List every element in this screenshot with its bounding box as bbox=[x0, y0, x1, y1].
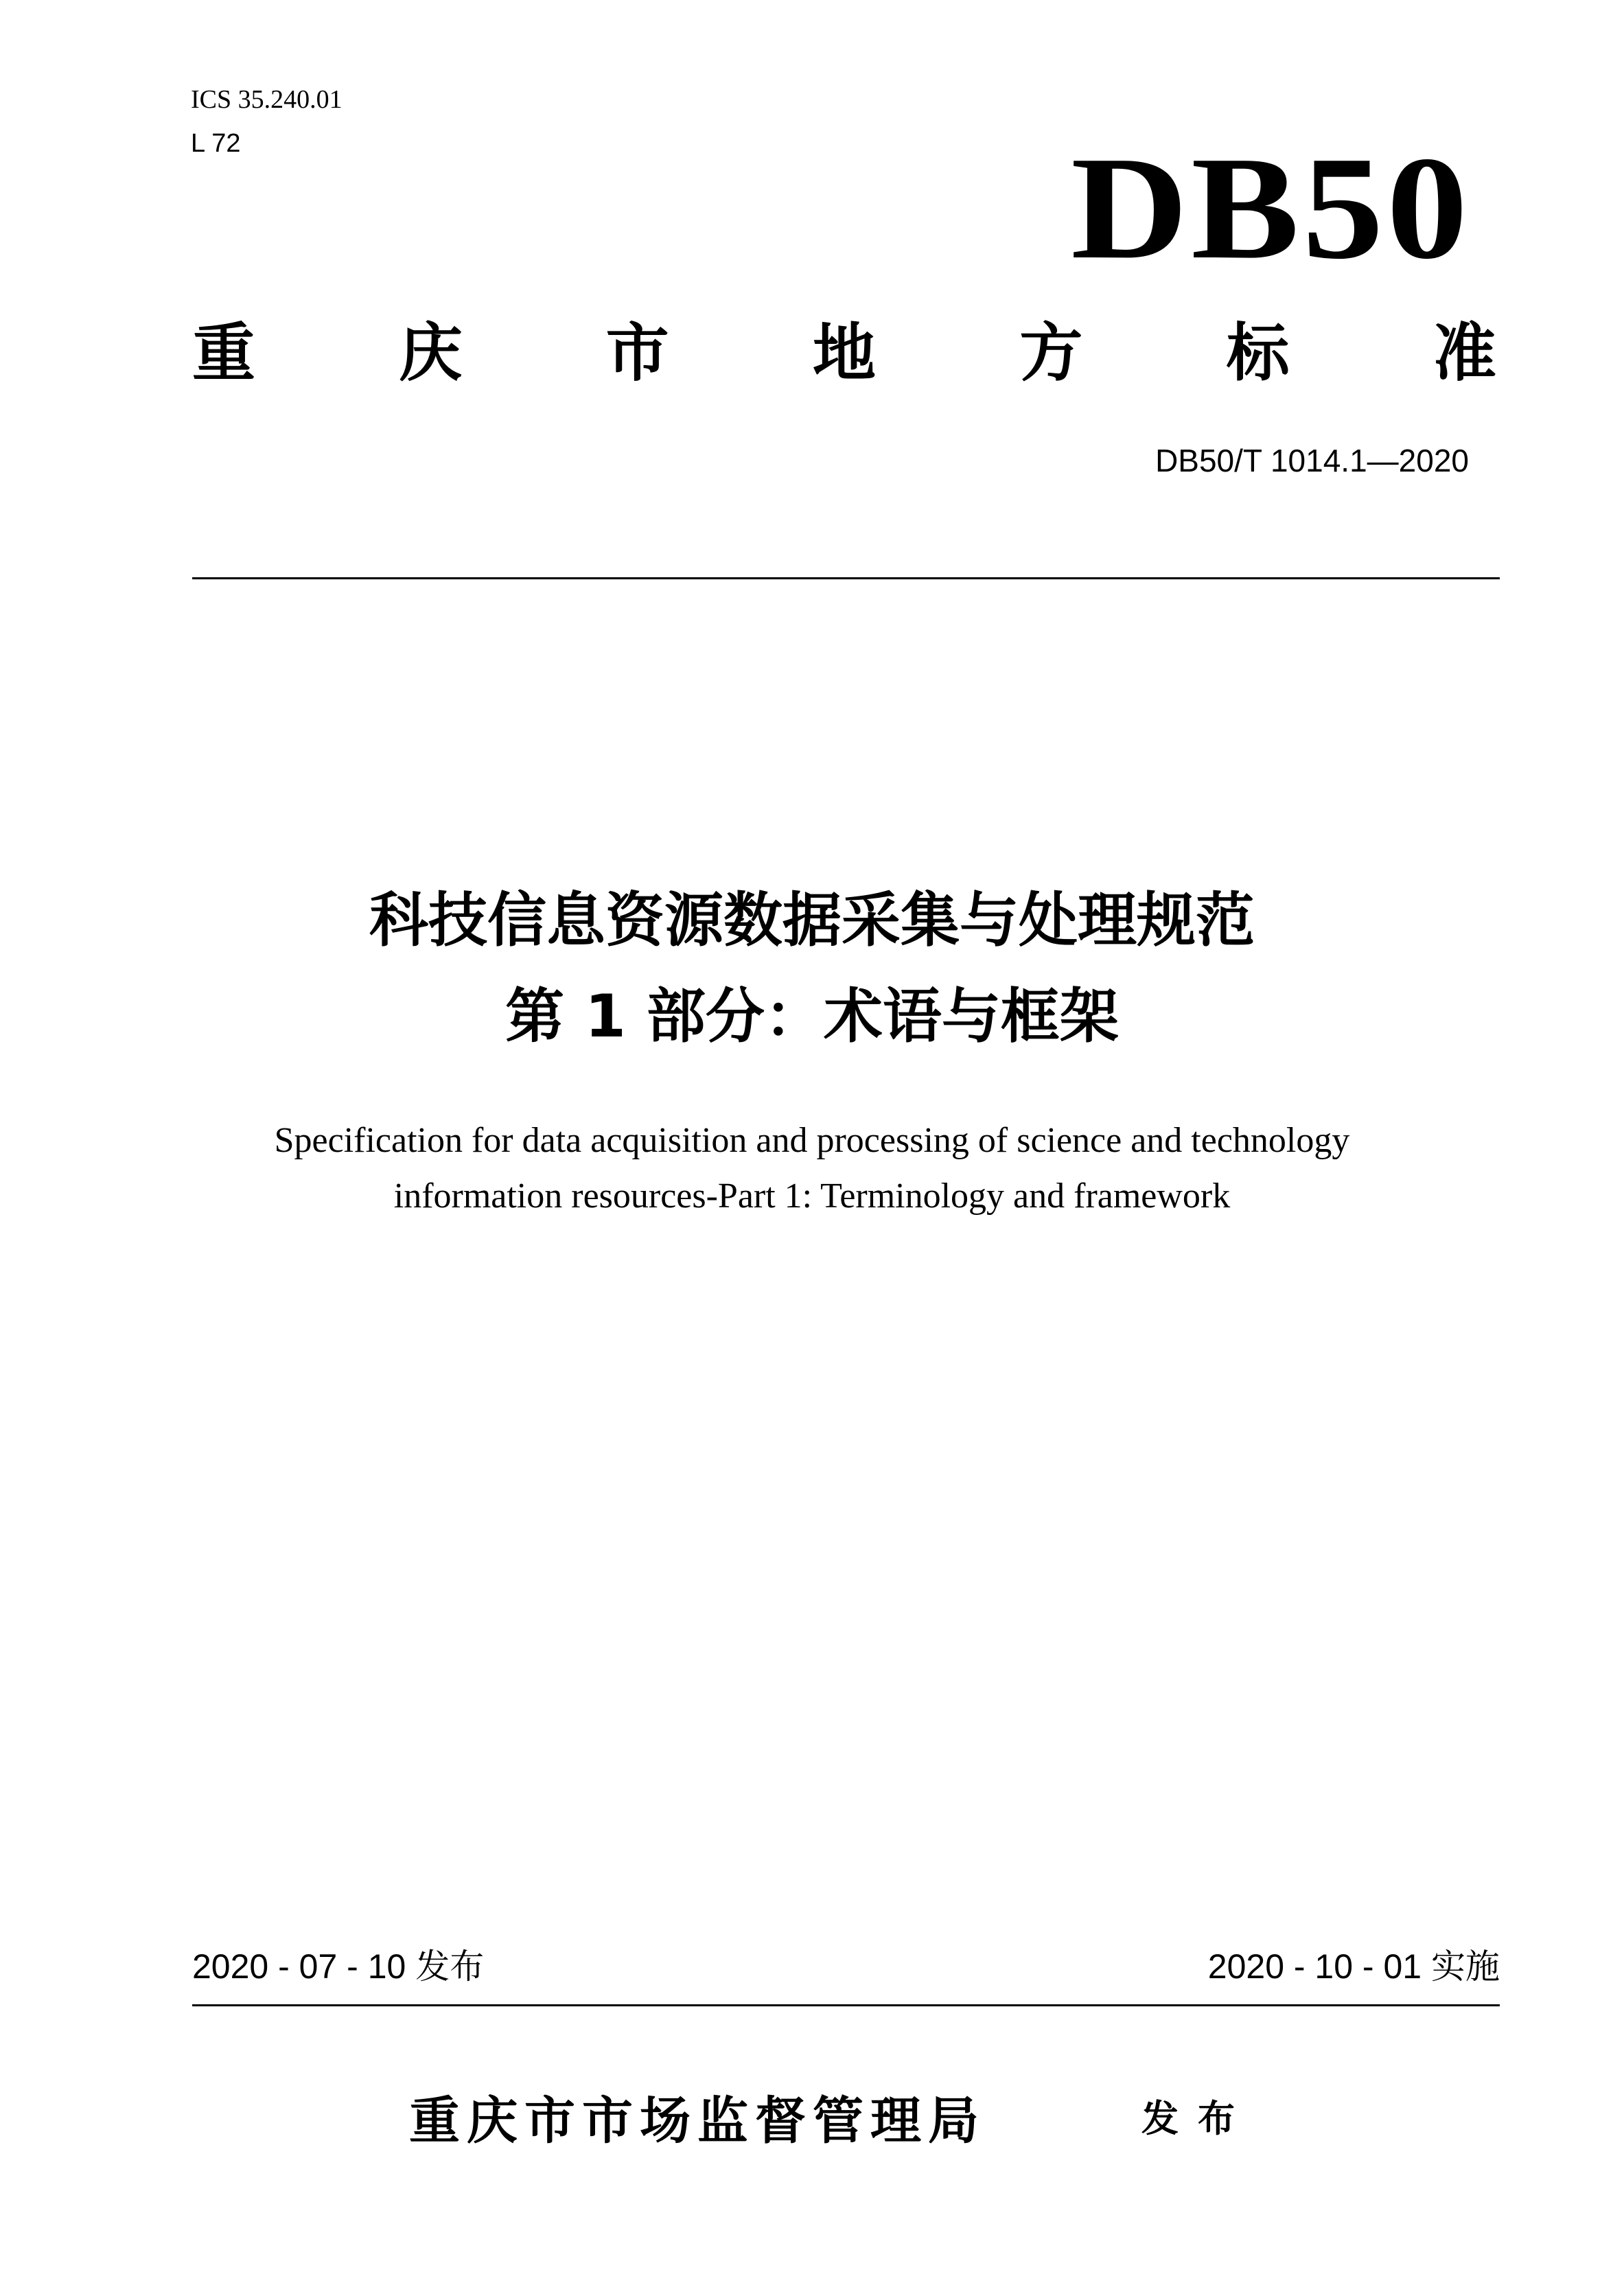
standard-logo: DB50 bbox=[1071, 126, 1471, 290]
standard-type-char: 庆 bbox=[399, 316, 463, 390]
ics-code: ICS 35.240.01 bbox=[191, 85, 343, 114]
publish-date: 2020 - 07 - 10 发布 bbox=[192, 1947, 485, 1986]
standard-type-char: 市 bbox=[605, 316, 669, 390]
standard-type-char: 地 bbox=[812, 316, 876, 390]
top-divider bbox=[192, 577, 1500, 579]
title-cn-line1: 科技信息资源数据采集与处理规范 bbox=[369, 886, 1255, 955]
implement-date: 2020 - 10 - 01 实施 bbox=[1207, 1947, 1500, 1986]
classification-code: L 72 bbox=[191, 129, 241, 158]
issue-label: 发布 bbox=[1141, 2097, 1254, 2140]
title-en-line2: information resources-Part 1: Terminology and framework bbox=[393, 1176, 1231, 1216]
standard-type-heading bbox=[192, 312, 1496, 395]
standard-number: DB50/T 1014.1—2020 bbox=[1155, 443, 1469, 478]
standard-type-char: 重 bbox=[192, 316, 256, 390]
standard-type-char: 准 bbox=[1432, 316, 1496, 390]
bottom-divider bbox=[192, 2004, 1500, 2006]
standard-type-char: 标 bbox=[1226, 316, 1290, 390]
title-cn-line2: 第 1 部分：术语与框架 bbox=[505, 982, 1119, 1051]
title-en-line1: Specification for data acquisition and processing of science and technology bbox=[274, 1121, 1350, 1160]
standard-type-char: 方 bbox=[1019, 316, 1083, 390]
issuer-name: 重庆市市场监督管理局 bbox=[409, 2091, 986, 2150]
